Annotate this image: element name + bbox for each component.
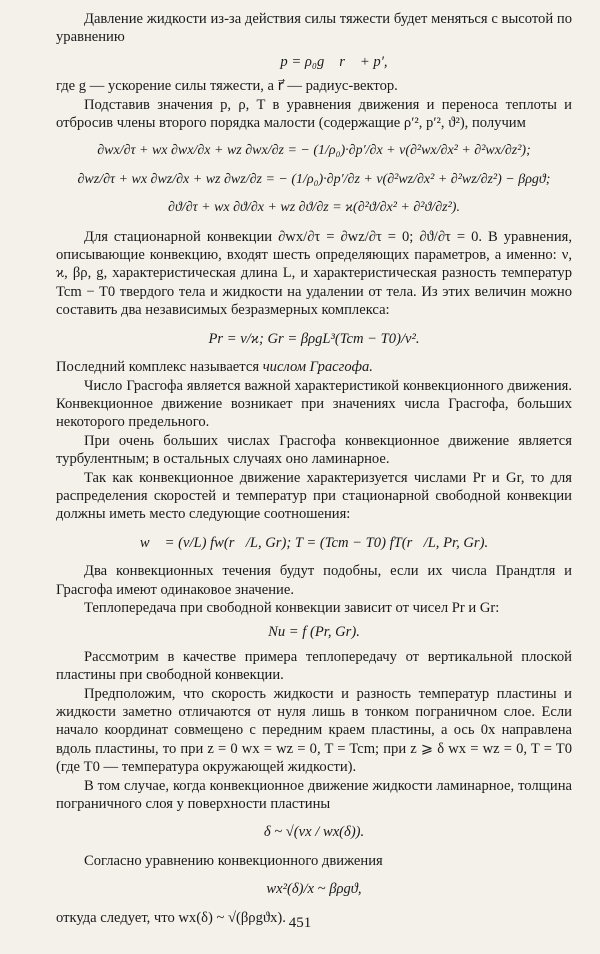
paragraph: Два конвекционных течения будут подобны, если их числа Прандтля и Грасгофа имеют одинаковое значение.	[56, 563, 572, 598]
paragraph: Согласно уравнению конвекционного движения	[84, 852, 383, 869]
paragraph: Подставив значения p, ρ, T в уравнения движения и переноса теплоты и отбросив члены второго порядка малости (содержащие ρ′², p′², ϑ²), получим	[56, 96, 572, 132]
paragraph: Для стационарной конвекции ∂wx/∂τ = ∂wz/∂τ = 0; ∂ϑ/∂τ = 0. В уравнения, описывающие конвекцию, входят шесть определяющих параметров, а именно: ν, ϰ, βρ, g, характеристическая длина L, и характеристическая разность температур Tcm − T0 твердого тела и жидкости на удалении от тела. Из этих величин можно составить два независимых безразмерных комплекса:	[56, 228, 572, 319]
paragraph: При очень больших числах Грасгофа конвекционное движение является турбулентным; в остальных случаях оно ламинарное.	[56, 432, 572, 468]
paragraph: где g — ускорение силы тяжести, а r⃗ — радиус-вектор.	[56, 78, 398, 95]
paragraph	[56, 358, 572, 376]
page-number: 451	[288, 915, 312, 931]
paragraph-text: Последний комплекс называется	[56, 359, 263, 376]
equation-heat: ∂ϑ/∂τ + wx ∂ϑ/∂x + wz ∂ϑ/∂z = ϰ(∂²ϑ/∂x² + ∂²ϑ/∂z²).	[168, 200, 460, 216]
equation-motion-z: ∂wz/∂τ + wx ∂wz/∂x + wz ∂wz/∂z = − (1/ρ₀)·∂p′/∂z + ν(∂²wz/∂x² + ∂²wz/∂z²) − βρgϑ;	[77, 171, 551, 187]
paragraph: Рассмотрим в качестве примера теплопередачу от вертикальной плоской пластины при свободной конвекции.	[56, 648, 572, 684]
paragraph: Так как конвекционное движение характеризуется числами Pr и Gr, то для распределения скоростей и температур при стационарной свободной конвекции должны иметь место следующие соотношения:	[56, 469, 572, 523]
equation-nusselt: Nu = f (Pr, Gr).	[268, 624, 360, 641]
equation-boundary-layer: δ ~ √(νx / wx(δ)).	[263, 824, 365, 841]
paragraph: В том случае, когда конвекционное движение жидкости ламинарное, толщина пограничного слоя у поверхности пластины	[56, 777, 572, 813]
term-grashof: числом Грасгофа.	[262, 359, 373, 376]
paragraph: откуда следует, что wx(δ) ~ √(βρgϑx).	[56, 909, 286, 926]
paragraph: Давление жидкости из-за действия силы тяжести будет меняться с высотой по уравнению	[56, 11, 572, 46]
paragraph: Предположим, что скорость жидкости и разность температур пластины и жидкости заметно отличаются от нуля лишь в тонком пограничном слое. Если начало координат совмещено с передним краем пластины, а ось 0x направлена вдоль пластины, то при z = 0 wx = wz = 0, T = Tcm; при z ⩾ δ wx = wz = 0, T = T0 (где T0 — температура окружающей жидкости).	[56, 685, 572, 776]
equation-similarity: w⃗ = (ν/L) fw(r⃗/L, Gr); T = (Tcm − T0) fT(r⃗/L, Pr, Gr).	[139, 534, 489, 551]
equation-motion-x: ∂wx/∂τ + wx ∂wx/∂x + wz ∂wx/∂z = − (1/ρ₀)·∂p′/∂x + ν(∂²wx/∂x² + ∂²wx/∂z²);	[97, 143, 531, 159]
equation-pressure: p = ρ₀g⃗ r⃗ + p′,	[280, 53, 388, 70]
paragraph: Число Грасгофа является важной характеристикой конвекционного движения. Конвекционное движение возникает при значениях числа Грасгофа, больших некоторого предельного.	[56, 377, 572, 431]
equation-prandtl-grashof: Pr = ν/ϰ; Gr = βρgL³(Tcm − T0)/ν².	[208, 330, 420, 347]
paragraph: Теплопередача при свободной конвекции зависит от чисел Pr и Gr:	[84, 599, 500, 616]
equation-velocity: wx²(δ)/x ~ βρgϑ,	[266, 881, 362, 898]
